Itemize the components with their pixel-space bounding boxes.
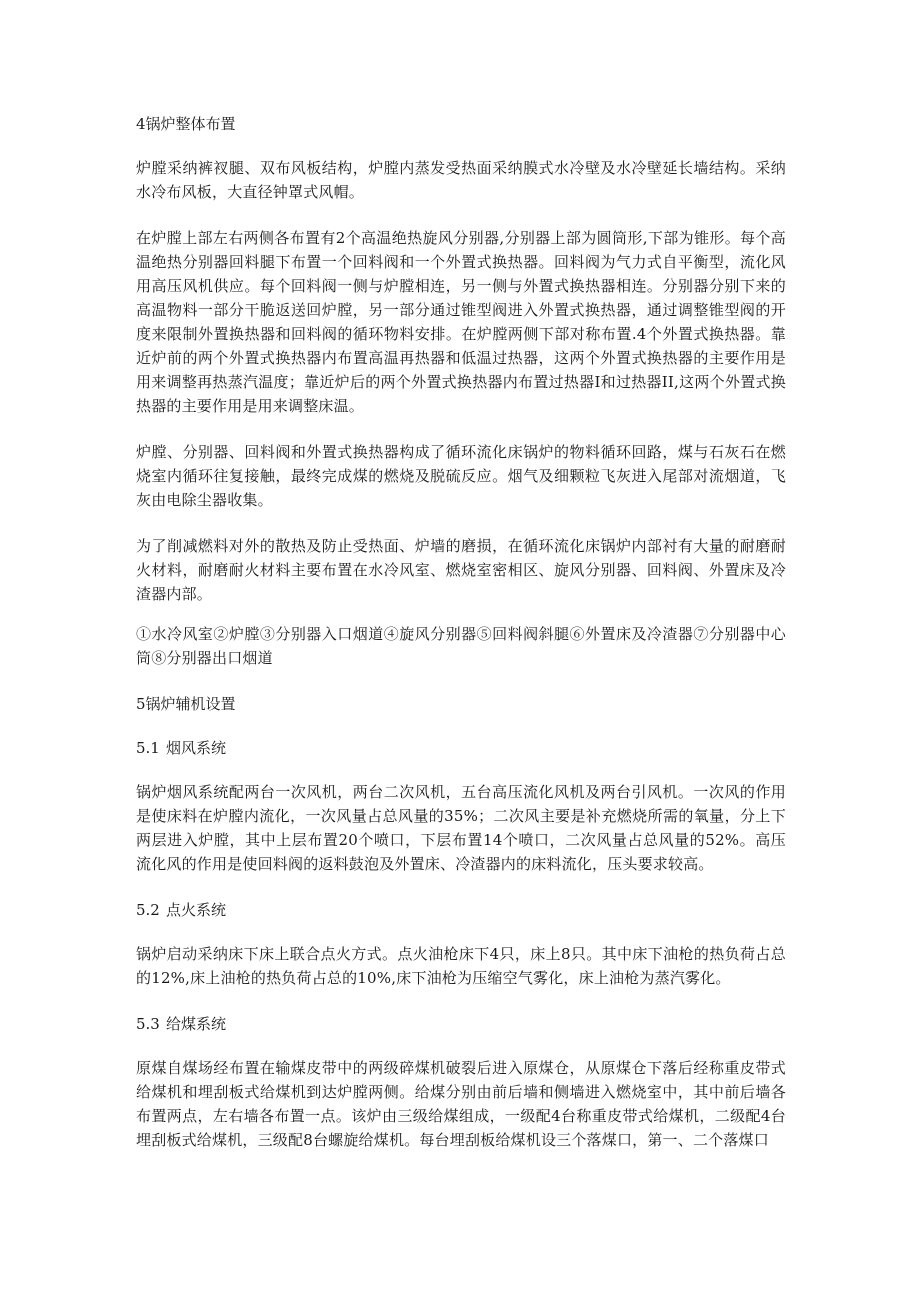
section-4-paragraph-3: 炉膛、分别器、回料阀和外置式换热器构成了循环流化床锅炉的物料循环回路，煤与石灰石在燃烧室内循环往复接触，最终完成煤的燃烧及脱硫反应。烟气及细颗粒飞灰进入尾部对流烟道，飞灰由电除尘器收集。 [136, 443, 786, 509]
section-5-3-number: 5.3 [136, 1015, 160, 1033]
section-5-2-heading [136, 898, 786, 922]
section-5-2-paragraph: 锅炉启动采纳床下床上联合点火方式。点火油枪床下4只，床上8只。其中床下油枪的热负荷占总的12%,床上油枪的热负荷占总的10%,床下油枪为压缩空气雾化，床上油枪为蒸汽雾化。 [136, 945, 786, 987]
document-body [136, 112, 786, 1174]
section-5-1-paragraph: 锅炉烟风系统配两台一次风机，两台二次风机，五台高压流化风机及两台引风机。一次风的作用是使床料在炉膛内流化，一次风量占总风量的35%；二次风主要是补充燃烧所需的氧量，分上下两层进入炉膛，其中上层布置20个喷口，下层布置14个喷口，二次风量占总风量的52%。高压流化风的作用是使回料阀的返料鼓泡及外置床、冷渣器内的床料流化，压头要求较高。 [136, 783, 786, 873]
section-4-paragraph-2: 在炉膛上部左右两侧各布置有2个高温绝热旋风分别器,分别器上部为圆筒形,下部为锥形。每个高温绝热分别器回料腿下布置一个回料阀和一个外置式换热器。回料阀为气力式自平衡型，流化风用高压风机供应。每个回料阀一侧与炉膛相连，另一侧与外置式换热器相连。分别器分别下来的高温物料一部分干脆返送回炉膛，另一部分通过锥型阀进入外置式换热器，通过调整锥型阀的开度来限制外置换热器和回料阀的循环物料安排。在炉膛两侧下部对称布置.4个外置式换热器。靠近炉前的两个外置式换热器内布置高温再热器和低温过热器，这两个外置式换热器的主要作用是用来调整再热蒸汽温度；靠近炉后的两个外置式换热器内布置过热器I和过热器II,这两个外置式换热器的主要作用是用来调整床温。 [136, 229, 786, 415]
section-5-title: 5锅炉辅机设置 [136, 695, 236, 713]
section-4-title: 4锅炉整体布置 [136, 115, 236, 133]
section-5-1-title: 烟风系统 [166, 739, 227, 757]
section-4-paragraph-1: 炉膛采纳裤衩腿、双布风板结构，炉膛内蒸发受热面采纳膜式水冷壁及水冷壁延长墙结构。采纳水冷布风板，大直径钟罩式风帽。 [136, 159, 786, 201]
section-4-paragraph-4: 为了削减燃料对外的散热及防止受热面、炉墙的磨损，在循环流化床锅炉内部衬有大量的耐磨耐火材料，耐磨耐火材料主要布置在水冷风室、燃烧室密相区、旋风分别器、回料阀、外置床及冷渣器内部。 [136, 537, 786, 603]
section-5-1-number: 5.1 [136, 739, 160, 757]
section-5-3-heading [136, 1012, 786, 1036]
section-4-figure-legend: ①水冷风室②炉膛③分别器入口烟道④旋风分别器⑤回料阀斜腿⑥外置床及冷渣器⑦分别器中心筒⑧分别器出口烟道 [136, 625, 786, 667]
section-5-3-title: 给煤系统 [166, 1015, 227, 1033]
section-5-3-paragraph: 原煤自煤场经布置在输煤皮带中的两级碎煤机破裂后进入原煤仓，从原煤仓下落后经称重皮带式给煤机和埋刮板式给煤机到达炉膛两侧。给煤分别由前后墙和侧墙进入燃烧室中，其中前后墙各布置两点，左右墙各布置一点。该炉由三级给煤组成，一级配4台称重皮带式给煤机，二级配4台埋刮板式给煤机，三级配8台螺旋给煤机。每台埋刮板给煤机设三个落煤口，第一、二个落煤口 [136, 1059, 786, 1149]
section-5-2-title: 点火系统 [166, 901, 227, 919]
section-5-1-heading [136, 736, 786, 760]
section-5-2-number: 5.2 [136, 901, 160, 919]
